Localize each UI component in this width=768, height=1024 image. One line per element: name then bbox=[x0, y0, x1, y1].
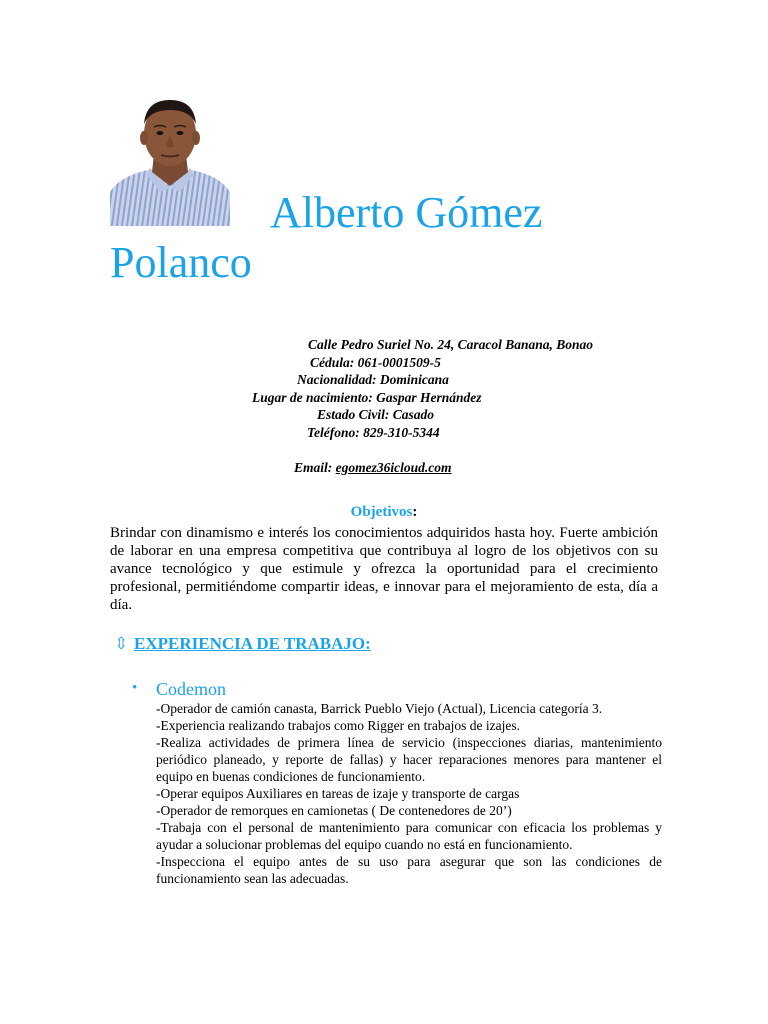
arrow-bullet-icon: ⇳ bbox=[114, 634, 129, 653]
email-link[interactable]: egomez36icloud.com bbox=[335, 459, 452, 475]
duty-item: -Operador de camión canasta, Barrick Pueblo Viejo (Actual), Licencia categoría 3. bbox=[156, 701, 603, 716]
work-experience-title: EXPERIENCIA DE TRABAJO: bbox=[134, 634, 371, 653]
job-duties bbox=[156, 700, 662, 887]
objectives-paragraph: Brindar con dinamismo e interés los conocimientos adquiridos hasta hoy. Fuerte ambición de laborar en una empresa competitiva que contribuya al logro de los objetivos con su avance tecnológico y que estimule y ofrezca la oportunidad para el crecimiento profesional, permitiéndome compartir ideas, e innovar para el mejoramiento de esta, día a día. bbox=[110, 525, 658, 613]
objectives-heading bbox=[110, 504, 658, 521]
email-row bbox=[294, 459, 452, 477]
nationality-text: Nacionalidad: Dominicana bbox=[297, 372, 449, 387]
duty-item: -Trabaja con el personal de mantenimiento para comunicar con eficacia los problemas y ayudar a solucionar problemas del equipo cuando no está en funcionamiento. bbox=[156, 820, 662, 852]
candidate-name bbox=[110, 188, 670, 288]
job-entry bbox=[132, 678, 662, 887]
duty-item: -Experiencia realizando trabajos como Rigger en trabajos de izajes. bbox=[156, 718, 520, 733]
duty-item: -Operador de remorques en camionetas ( De contenedores de 20’) bbox=[156, 803, 512, 818]
duty-item: -Realiza actividades de primera línea de servicio (inspecciones diarias, mantenimiento periódico planeado, y reporte de fallas) y hacer reparaciones menores para mantener el equipo en buenas condiciones de funcionamiento. bbox=[156, 735, 662, 784]
duty-item: -Operar equipos Auxiliares en tareas de izaje y transporte de cargas bbox=[156, 786, 520, 801]
objectives-colon: : bbox=[412, 504, 418, 520]
name-line-2: Polanco bbox=[110, 238, 252, 287]
bullet-dot-icon: • bbox=[132, 680, 138, 696]
civil-status-text: Estado Civil: Casado bbox=[317, 407, 435, 422]
duty-item: -Inspecciona el equipo antes de su uso para asegurar que son las condiciones de funcionamiento sean las adecuadas. bbox=[156, 854, 662, 886]
objectives-title: Objetivos bbox=[350, 504, 413, 520]
company-name: Codemon bbox=[156, 679, 226, 699]
name-line-1: Alberto Gómez bbox=[270, 188, 543, 237]
email-label: Email: bbox=[294, 459, 336, 475]
cedula-text: Cédula: 061-0001509-5 bbox=[310, 354, 441, 370]
birthplace-text: Lugar de nacimiento: Gaspar Hernández bbox=[252, 389, 482, 405]
phone-text: Teléfono: 829-310-5344 bbox=[307, 424, 440, 440]
contact-info bbox=[110, 336, 670, 476]
address-text: Calle Pedro Suriel No. 24, Caracol Banana, Bonao bbox=[308, 337, 594, 352]
work-experience-heading bbox=[114, 634, 662, 654]
